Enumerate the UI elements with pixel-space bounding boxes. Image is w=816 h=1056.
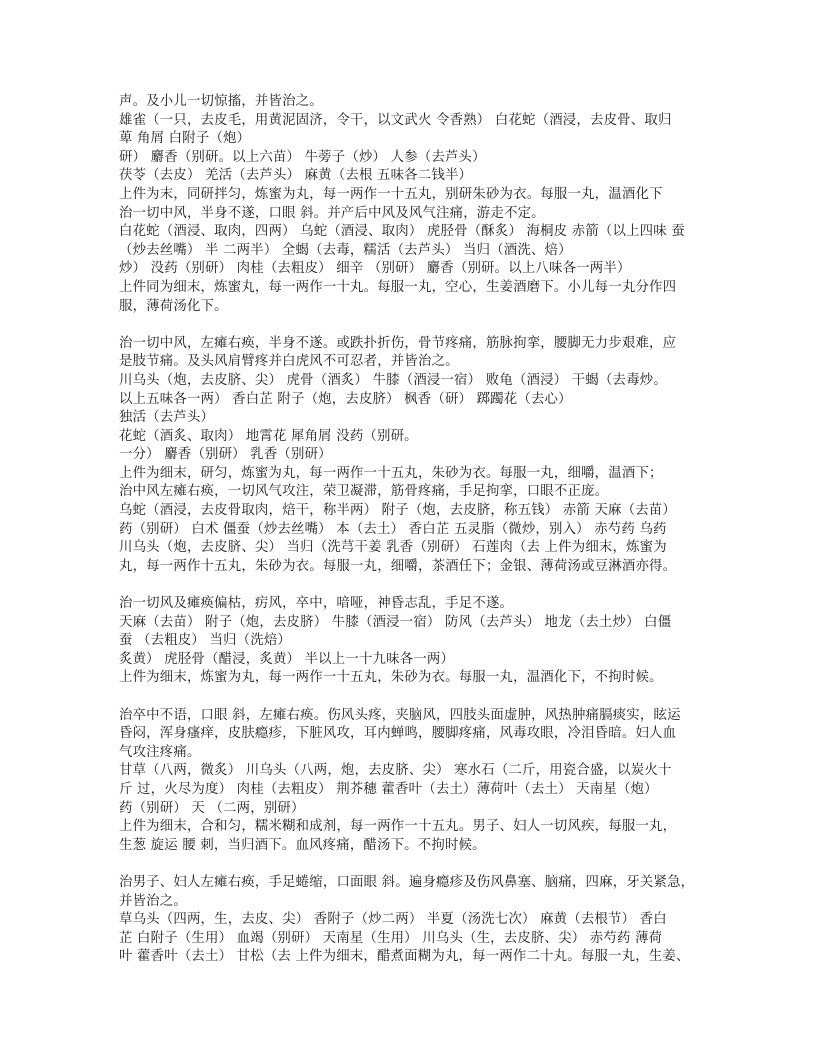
text-line: 天麻（去苗） 附子（炮，去皮脐） 牛膝（酒浸一宿） 防风（去芦头） 地龙（去土炒） 白僵 [119,614,672,630]
text-line: 萆 角屑 白附子（炮） [119,131,251,147]
text-line: 生葱 旋运 腰 刺，当归酒下。血风疼痛，醋汤下。不拘时候。 [119,837,486,853]
text-line: 斤 过，火尽为度） 肉桂（去粗皮） 荆芥穗 藿香叶（去土）薄荷叶（去土） 天南星（炮） [119,781,658,797]
text-line: 药（别研） 天 （二两，别研） [119,800,305,816]
text-line: 一分） 麝香（别研） 乳香（别研） [119,447,332,463]
text-line: 芷 白附子（生用） 血竭（别研） 天南星（生用） 川乌头（生，去皮脐、尖） 赤芍药 薄荷 [119,930,663,946]
text-line: 草乌头（四两，生，去皮、尖） 香附子（炒二两） 半夏（汤洗七次） 麻黄（去根节） 香白 [119,912,667,928]
text-line: 上件为细末，合和匀，糯米糊和成剂，每一两作一十五丸。男子、妇人一切风疾，每服一丸， [119,819,677,835]
paragraph-gap [119,688,699,707]
text-line: 治一切风及瘫痪偏枯，疠风，卒中，喑哑，神昏志乱，手足不遂。 [119,596,514,612]
text-line: 昏闷，浑身瘙痒，皮肤瘾疹，下脏风攻，耳内蝉鸣，腰脚疼痛，风毒攻眼，冷泪昏暗。妇人血 [119,726,677,742]
text-line: 研） 麝香（别研。以上六苗） 牛蒡子（炒） 人参（去芦头） [119,149,486,165]
text-line: 上件为细末，炼蜜为丸，每一两作一十五丸，朱砂为衣。每服一丸，温酒化下，不拘时候。 [119,670,663,686]
text-line: 治一切中风，半身不遂，口眼 斜。并产后中风及风气注痛，游走不定。 [119,205,545,221]
text-line: 治男子、妇人左瘫右痪，手足蜷缩，口面眼 斜。遍身瘾疹及伤风鼻塞、脑痛，四麻，牙关紧急， [119,874,695,890]
text-line: 上件为细末，研匀，炼蜜为丸，每一两作一十五丸，朱砂为衣。每服一丸，细嚼，温酒下； [119,465,663,481]
paragraph-gap [119,316,699,335]
text-line: 是肢节痛。及头风肩臂疼并白虎风不可忍者，并皆治之。 [119,354,459,370]
text-line: 雄雀（一只，去皮毛，用黄泥固济，令干，以文武火 令香熟） 白花蛇（酒浸，去皮骨、取归 [119,112,672,128]
text-line: 气攻注疼痛。 [119,744,201,760]
paragraph-gap [119,855,699,874]
text-line: 炙黄） 虎胫骨（醋浸，炙黄） 半以上一十九味各一两） [119,651,455,667]
text-line: 乌蛇（酒浸，去皮骨取肉，焙干，称半两） 附子（炮，去皮脐，称五钱） 赤箭 天麻（去苗） [119,503,676,519]
text-line: 治卒中不语，口眼 斜，左瘫右痪。伤风头疼，夹脑风，四肢头面虚肿，风热肿痛膈痰实，眩运 [119,707,681,723]
document-page [119,93,699,967]
text-line: 白花蛇（酒浸、取肉，四两） 乌蛇（酒浸、取肉） 虎胫骨（酥炙） 海桐皮 赤箭（以上四味 蚕 [119,224,685,240]
text-line: 独活（去芦头） [119,410,215,426]
text-line: 药（别研） 白术 僵蚕（炒去丝嘴） 本（去土） 香白芷 五灵脂（微炒，别入） 赤芍药 乌药 [119,521,667,537]
text-line: 丸，每一两作十五丸，朱砂为衣。每服一丸，细嚼，茶酒任下；金银、薄荷汤或豆淋酒亦得。 [119,558,677,574]
text-line: 治一切中风，左瘫右痪，半身不遂。或跌扑折伤，骨节疼痛，筋脉拘挛，腰脚无力步艰难，应 [119,335,677,351]
text-line: 以上五味各一两） 香白芷 附子（炮，去皮脐） 枫香（研） 踯躅花（去心） [119,391,572,407]
text-line: 川乌头（炮，去皮脐、尖） 虎骨（酒炙） 牛膝（酒浸一宿） 败龟（酒浸） 干蝎（去毒炒。 [119,372,667,388]
text-line: 叶 藿香叶（去土） 甘松（去 上件为细末，醋煮面糊为丸，每一两作二十丸。每服一丸，生姜、 [119,949,690,965]
text-line: 服，薄荷汤化下。 [119,298,228,314]
text-line: 花蛇（酒炙、取肉） 地霄花 犀角屑 没药（别研。 [119,428,418,444]
text-line: 川乌头（炮，去皮脐、尖） 当归（洗芎干姜 乳香（别研） 石莲肉（去 上件为细末，炼蜜为 [119,540,667,556]
text-line: 上件为末，同研拌匀，炼蜜为丸，每一两作一十五丸，别研朱砂为衣。每服一丸，温酒化下 [119,186,663,202]
text-line: （炒去丝嘴） 半 二两半） 全蝎（去毒，糯活（去芦头） 当归（酒洗、焙） [119,242,572,258]
text-line: 声。及小儿一切惊搐，并皆治之。 [119,94,323,109]
text-line: 蚕 （去粗皮） 当归（洗焙） [119,633,291,649]
text-line: 并皆治之。 [119,893,187,909]
text-line: 炒） 没药（别研） 肉桂（去粗皮） 细辛 （别研） 麝香（别研。以上八味各一两半） [119,261,631,277]
paragraph-gap [119,576,699,595]
text-line: 上件同为细末，炼蜜丸，每一两作一十丸。每服一丸，空心，生姜酒磨下。小儿每一丸分作四 [119,279,677,295]
text-line: 治中风左瘫右痪，一切风气攻注，荣卫凝滞，筋骨疼痛，手足拘挛，口眼不正庞。 [119,484,609,500]
text-line: 甘草（八两，微炙） 川乌头（八两，炮，去皮脐、尖） 寒水石（二斤，用瓷合盛，以炭火十 [119,763,672,779]
text-line: 茯苓（去皮） 羌活（去芦头） 麻黄（去根 五味各二钱半） [119,168,473,184]
